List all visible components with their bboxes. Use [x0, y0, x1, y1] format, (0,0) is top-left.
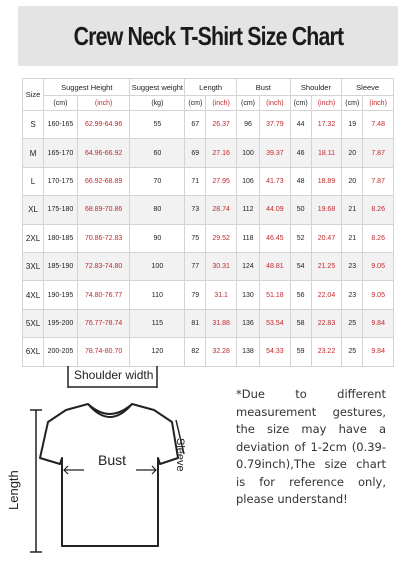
cell-length-inch: 27.16 — [206, 139, 237, 167]
cell-height-inch: 68.89-70.86 — [77, 196, 130, 224]
cell-height-inch: 66.92-68.89 — [77, 167, 130, 195]
cell-length-inch: 30.31 — [206, 252, 237, 280]
cell-length-inch: 31.1 — [206, 281, 237, 309]
cell-shoulder-inch: 21.25 — [311, 252, 342, 280]
sleeve-label: Sleeve — [174, 438, 186, 472]
cell-sleeve-inch: 8.26 — [363, 196, 394, 224]
cell-height-inch: 78.74-80.70 — [77, 338, 130, 366]
cell-bust-inch: 46.45 — [260, 224, 291, 252]
cell-shoulder-inch: 22.04 — [311, 281, 342, 309]
cell-length-cm: 77 — [185, 252, 206, 280]
cell-size: 2XL — [23, 224, 44, 252]
cell-weight-kg: 70 — [130, 167, 185, 195]
cell-bust-inch: 51.18 — [260, 281, 291, 309]
cell-length-cm: 81 — [185, 309, 206, 337]
cell-height-inch: 62.99-64.96 — [77, 111, 130, 139]
cell-length-cm: 71 — [185, 167, 206, 195]
cell-height-cm: 175-180 — [44, 196, 78, 224]
cell-length-inch: 28.74 — [206, 196, 237, 224]
cell-size: S — [23, 111, 44, 139]
cell-bust-cm: 136 — [236, 309, 259, 337]
cell-length-inch: 32.28 — [206, 338, 237, 366]
cell-bust-cm: 112 — [236, 196, 259, 224]
cell-sleeve-inch: 9.84 — [363, 309, 394, 337]
header-row — [23, 79, 394, 96]
cell-bust-inch: 39.37 — [260, 139, 291, 167]
unit-length-inch: (inch) — [206, 96, 237, 111]
cell-height-cm: 200-205 — [44, 338, 78, 366]
cell-sleeve-cm: 21 — [342, 224, 363, 252]
cell-bust-cm: 138 — [236, 338, 259, 366]
size-deviation-note: *Due to different measurement gestures, the size may have a deviation of 1-2cm (0.39-0.79inch),The size chart is for reference only, please understand! — [236, 387, 386, 506]
cell-sleeve-inch: 9.05 — [363, 252, 394, 280]
cell-sleeve-cm: 23 — [342, 252, 363, 280]
header-sleeve: Sleeve — [342, 79, 394, 96]
cell-shoulder-inch: 18.89 — [311, 167, 342, 195]
cell-shoulder-inch: 20.47 — [311, 224, 342, 252]
cell-bust-inch: 48.81 — [260, 252, 291, 280]
cell-weight-kg: 100 — [130, 252, 185, 280]
cell-bust-cm: 96 — [236, 111, 259, 139]
unit-sleeve-cm: (cm) — [342, 96, 363, 111]
cell-size: 4XL — [23, 281, 44, 309]
cell-sleeve-inch: 9.05 — [363, 281, 394, 309]
cell-sleeve-cm: 20 — [342, 167, 363, 195]
cell-height-inch: 64.96-66.92 — [77, 139, 130, 167]
header-suggest-weight: Suggest weight — [130, 79, 185, 96]
cell-sleeve-cm: 20 — [342, 139, 363, 167]
cell-shoulder-inch: 19.68 — [311, 196, 342, 224]
cell-bust-cm: 130 — [236, 281, 259, 309]
cell-length-inch: 27.95 — [206, 167, 237, 195]
cell-length-inch: 29.52 — [206, 224, 237, 252]
header-suggest-height: Suggest Height — [44, 79, 130, 96]
header-shoulder: Shoulder — [290, 79, 342, 96]
unit-shoulder-inch: (inch) — [311, 96, 342, 111]
cell-sleeve-inch: 7.87 — [363, 167, 394, 195]
unit-shoulder-cm: (cm) — [290, 96, 311, 111]
cell-bust-inch: 53.54 — [260, 309, 291, 337]
cell-shoulder-inch: 18.11 — [311, 139, 342, 167]
cell-size: M — [23, 139, 44, 167]
unit-row — [23, 96, 394, 111]
bust-label: Bust — [98, 452, 127, 468]
cell-size: 5XL — [23, 309, 44, 337]
cell-shoulder-cm: 50 — [290, 196, 311, 224]
header-length: Length — [185, 79, 237, 96]
cell-height-cm: 195-200 — [44, 309, 78, 337]
cell-length-cm: 79 — [185, 281, 206, 309]
cell-length-inch: 26.37 — [206, 111, 237, 139]
table-row — [23, 309, 394, 337]
cell-length-cm: 67 — [185, 111, 206, 139]
cell-height-inch: 72.83-74.80 — [77, 252, 130, 280]
cell-height-inch: 74.80-76.77 — [77, 281, 130, 309]
cell-height-cm: 190-195 — [44, 281, 78, 309]
table-row — [23, 167, 394, 195]
header-bust: Bust — [236, 79, 290, 96]
cell-weight-kg: 60 — [130, 139, 185, 167]
cell-shoulder-inch: 22.83 — [311, 309, 342, 337]
length-label: Length — [6, 470, 21, 510]
cell-shoulder-cm: 44 — [290, 111, 311, 139]
cell-height-cm: 170-175 — [44, 167, 78, 195]
cell-bust-cm: 100 — [236, 139, 259, 167]
cell-sleeve-inch: 9.84 — [363, 338, 394, 366]
unit-weight-kg: (kg) — [130, 96, 185, 111]
unit-height-inch: (inch) — [77, 96, 130, 111]
cell-shoulder-inch: 17.32 — [311, 111, 342, 139]
chart-title: Crew Neck T-Shirt Size Chart — [73, 20, 343, 51]
unit-bust-cm: (cm) — [236, 96, 259, 111]
cell-bust-cm: 106 — [236, 167, 259, 195]
table-row — [23, 139, 394, 167]
cell-shoulder-cm: 59 — [290, 338, 311, 366]
unit-length-cm: (cm) — [185, 96, 206, 111]
cell-height-cm: 165-170 — [44, 139, 78, 167]
cell-size: XL — [23, 196, 44, 224]
cell-weight-kg: 55 — [130, 111, 185, 139]
cell-sleeve-inch: 8.26 — [363, 224, 394, 252]
cell-size: L — [23, 167, 44, 195]
cell-size: 6XL — [23, 338, 44, 366]
cell-bust-cm: 124 — [236, 252, 259, 280]
cell-sleeve-cm: 25 — [342, 338, 363, 366]
cell-sleeve-cm: 25 — [342, 309, 363, 337]
cell-height-cm: 185-190 — [44, 252, 78, 280]
cell-weight-kg: 115 — [130, 309, 185, 337]
cell-bust-inch: 41.73 — [260, 167, 291, 195]
size-header: Size — [23, 79, 44, 111]
cell-length-cm: 82 — [185, 338, 206, 366]
cell-weight-kg: 120 — [130, 338, 185, 366]
table-row — [23, 224, 394, 252]
cell-bust-cm: 118 — [236, 224, 259, 252]
cell-sleeve-inch: 7.48 — [363, 111, 394, 139]
cell-weight-kg: 80 — [130, 196, 185, 224]
cell-length-cm: 75 — [185, 224, 206, 252]
size-chart-table — [22, 78, 394, 367]
cell-weight-kg: 110 — [130, 281, 185, 309]
cell-size: 3XL — [23, 252, 44, 280]
shoulder-width-label: Shoulder width — [74, 368, 154, 382]
cell-bust-inch: 37.79 — [260, 111, 291, 139]
cell-shoulder-cm: 54 — [290, 252, 311, 280]
cell-weight-kg: 90 — [130, 224, 185, 252]
cell-height-cm: 180-185 — [44, 224, 78, 252]
cell-height-inch: 70.86-72.83 — [77, 224, 130, 252]
cell-shoulder-inch: 23.22 — [311, 338, 342, 366]
table-row — [23, 111, 394, 139]
tshirt-measurement-diagram — [0, 360, 230, 570]
cell-height-cm: 160-165 — [44, 111, 78, 139]
unit-bust-inch: (inch) — [260, 96, 291, 111]
cell-length-inch: 31.88 — [206, 309, 237, 337]
table-row — [23, 281, 394, 309]
table-row — [23, 252, 394, 280]
cell-length-cm: 73 — [185, 196, 206, 224]
cell-sleeve-cm: 21 — [342, 196, 363, 224]
cell-bust-inch: 44.09 — [260, 196, 291, 224]
cell-shoulder-cm: 46 — [290, 139, 311, 167]
cell-sleeve-cm: 23 — [342, 281, 363, 309]
cell-shoulder-cm: 52 — [290, 224, 311, 252]
cell-length-cm: 69 — [185, 139, 206, 167]
unit-sleeve-inch: (inch) — [363, 96, 394, 111]
cell-sleeve-cm: 19 — [342, 111, 363, 139]
table-row — [23, 196, 394, 224]
cell-shoulder-cm: 58 — [290, 309, 311, 337]
cell-bust-inch: 54.33 — [260, 338, 291, 366]
unit-height-cm: (cm) — [44, 96, 78, 111]
cell-sleeve-inch: 7.87 — [363, 139, 394, 167]
cell-shoulder-cm: 56 — [290, 281, 311, 309]
cell-shoulder-cm: 48 — [290, 167, 311, 195]
cell-height-inch: 76.77-78.74 — [77, 309, 130, 337]
title-banner — [18, 6, 398, 66]
